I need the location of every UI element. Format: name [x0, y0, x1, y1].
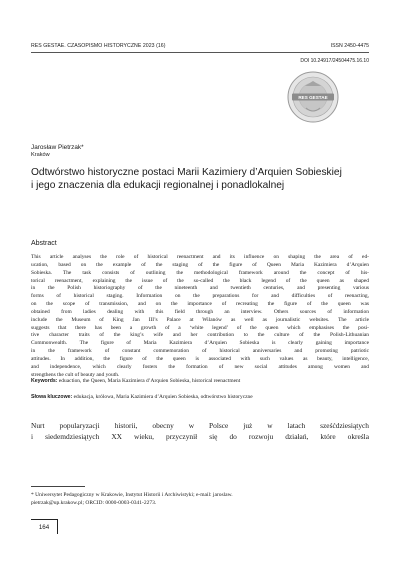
title-line: Odtwórstwo historyczne postaci Marii Kazimiery d’Arquien Sobieskiej [31, 167, 342, 178]
keywords-label: Keywords: [31, 378, 58, 384]
author-name: Jarosław Pietrzak* [31, 144, 84, 151]
page-number: 164 [31, 519, 58, 534]
slowa-kluczowe-row [31, 394, 253, 400]
abstract-line: include the Museum of King Jan III’s Palace at Wilanów as well as journalistic websites. The article [31, 316, 369, 323]
slowa-kluczowe-text: edukacja, królowa, Maria Kazimiera d’Arquien Sobieska, odtwórstwo historyczne [72, 394, 253, 400]
keywords-row [31, 378, 240, 384]
doi-label: DOI 10.24917/24504475.16.10 [300, 58, 369, 64]
journal-header: RES GESTAE. CZASOPISMO HISTORYCZNE 2023 (16) [31, 43, 166, 49]
footnote [31, 492, 369, 507]
abstract-line: in the framework of constant commemoration of historical anniversaries and promoting patriotic [31, 348, 369, 355]
abstract-text [31, 254, 369, 380]
abstract-line: obtained from ladies dealing with this field through an interview. Others sources of information [31, 308, 369, 315]
svg-text:RES GESTAE: RES GESTAE [298, 94, 328, 100]
footnote-line: * Uniwersytet Pedagogiczny w Krakowie, Instytut Historii i Archiwistyki; e-mail: jaroslaw. [31, 492, 233, 498]
body-line: Nurt popularyzacji historii, obecny w Polsce już w latach sześćdziesiątych [31, 421, 369, 430]
abstract-line: Sobieska. The task consists of outlining the methodological framework around the concept of his- [31, 269, 369, 276]
abstract-line: and independence, which clearly fosters the formation of new social attitudes among women and [31, 363, 369, 370]
header-divider [31, 52, 369, 53]
abstract-line: torical reenactment, explaining the issue of the so-called the black legend of the queen as shaped [31, 277, 369, 284]
abstract-line: suggests that there has been a growth of a ‘white legend’ of the queen which emphasises the posi- [31, 324, 369, 331]
body-paragraph [31, 421, 369, 443]
abstract-line: in the Polish historiography of the nineteenth and twentieth centuries, and presenting various [31, 285, 369, 292]
abstract-line: strengthens the cult of beauty and youth. [31, 371, 120, 378]
title-line: i jego znaczenia dla edukacji regionalnej i ponadlokalnej [31, 180, 285, 192]
abstract-line: tive character traits of the king’s wife and her contribution to the culture of the Polish-Lithuanian [31, 332, 369, 339]
footnote-line: pietrzak@up.krakow.pl; ORCID: 0000-0003-0341-2273. [31, 499, 157, 506]
keywords-text: eduaction, the Queen, Maria Kazimiera d’Arquien Sobieska, historical reenactment [57, 378, 241, 384]
abstract-line: forms of historical staging. Information on the preparations for and difficulties of reenacting, [31, 293, 369, 300]
article-title [31, 166, 361, 193]
abstract-line: attitudes. In addition, the figure of the queen is associated with such values as beauty, intelligence, [31, 355, 369, 362]
abstract-line: Commonwealth. The figure of Maria Kazimiera d’Arquien Sobieska is clearly gaining importance [31, 340, 369, 347]
abstract-line: This article analyses the role of historical reenactment and its influence on shaping the area of ed- [31, 254, 369, 260]
slowa-kluczowe-label: Słowa kluczowe: [31, 394, 73, 400]
author-city: Kraków [31, 152, 50, 158]
abstract-line: ucation, based on the example of the staging of the figure of Queen Maria Kazimiera d’Arquien [31, 261, 369, 268]
seal-emblem [286, 70, 340, 124]
issn-header: ISSN 2450-4475 [330, 43, 369, 49]
journal-seal-logo [286, 70, 340, 124]
abstract-heading: Abstract [31, 240, 57, 247]
footnote-divider [31, 486, 85, 487]
body-line: i siedemdziesiątych XX wieku, przyczynił się do rozwoju działań, które określa [31, 431, 369, 441]
abstract-line: on the scope of transmission, and on the importance of recreating the figure of the queen was [31, 301, 369, 308]
